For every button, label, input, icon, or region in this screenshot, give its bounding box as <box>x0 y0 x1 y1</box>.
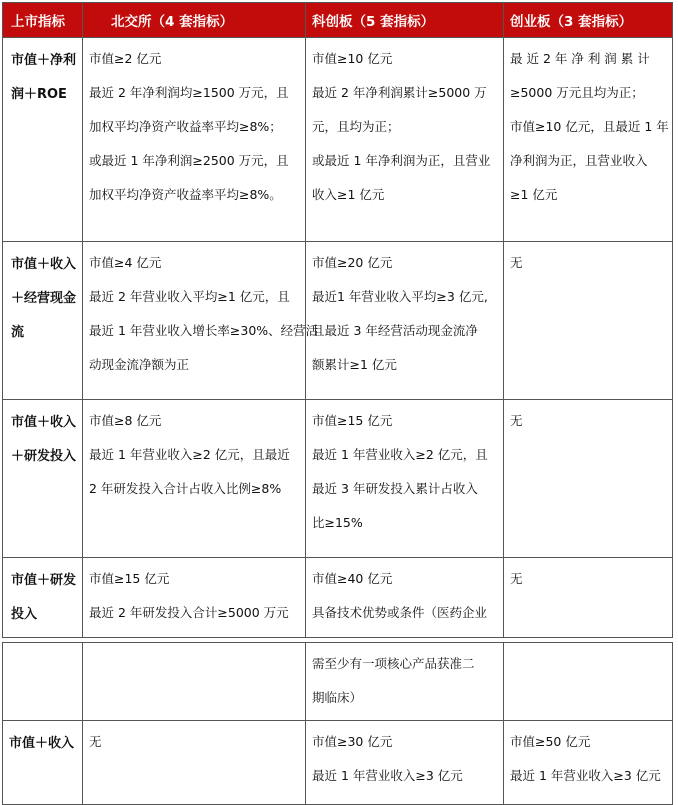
row-label: 市值＋研发 投入 <box>3 558 83 638</box>
gem-cell: 最 近 2 年 净 利 润 累 计 ≥5000 万元且均为正； 市值≥10 亿元，且最近 1 年 净利润为正，且营业收入 ≥1 亿元 <box>504 38 673 242</box>
bse-cell: 市值≥15 亿元 最近 2 年研发投入合计≥5000 万元 <box>83 558 306 638</box>
table-row <box>3 721 673 805</box>
bse-cell: 市值≥4 亿元 最近 2 年营业收入平均≥1 亿元，且 最近 1 年营业收入增长率≥30%、经营活 动现金流净额为正 <box>83 242 306 400</box>
header-gem: 创业板（3 套指标） <box>504 3 673 38</box>
header-star-market: 科创板（5 套指标） <box>306 3 504 38</box>
table-header-row <box>3 3 673 38</box>
bse-cell <box>83 643 306 721</box>
table-row <box>3 558 673 638</box>
row-label: 市值＋净利 润＋ROE <box>3 38 83 242</box>
table-row <box>3 400 673 558</box>
table-row <box>3 38 673 242</box>
row-label: 市值＋收入 <box>3 721 83 805</box>
listing-criteria-table-continued <box>2 642 673 805</box>
gem-cell: 无 <box>504 242 673 400</box>
row-label: 市值＋收入 ＋研发投入 <box>3 400 83 558</box>
header-bse: 北交所（4 套指标） <box>83 3 306 38</box>
bse-cell: 无 <box>83 721 306 805</box>
gem-cell: 无 <box>504 558 673 638</box>
gem-cell <box>504 643 673 721</box>
star-cell: 市值≥20 亿元 最近1 年营业收入平均≥3 亿元, 且最近 3 年经营活动现金流净 额累计≥1 亿元 <box>306 242 504 400</box>
star-cell: 市值≥15 亿元 最近 1 年营业收入≥2 亿元，且 最近 3 年研发投入累计占收入 比≥15% <box>306 400 504 558</box>
star-cell: 市值≥40 亿元 具备技术优势或条件（医药企业 <box>306 558 504 638</box>
listing-criteria-table <box>2 2 673 638</box>
header-listing-indicator: 上市指标 <box>3 3 83 38</box>
star-cell: 需至少有一项核心产品获准二 期临床） <box>306 643 504 721</box>
row-label: 市值＋收入 ＋经营现金 流 <box>3 242 83 400</box>
star-cell: 市值≥10 亿元 最近 2 年净利润累计≥5000 万 元，且均为正； 或最近 1 年净利润为正，且营业 收入≥1 亿元 <box>306 38 504 242</box>
table-row <box>3 242 673 400</box>
row-label <box>3 643 83 721</box>
bse-cell: 市值≥2 亿元 最近 2 年净利润均≥1500 万元，且 加权平均净资产收益率平均≥8%； 或最近 1 年净利润≥2500 万元，且 加权平均净资产收益率平均≥8%。 <box>83 38 306 242</box>
bse-cell: 市值≥8 亿元 最近 1 年营业收入≥2 亿元，且最近 2 年研发投入合计占收入比例≥8% <box>83 400 306 558</box>
gem-cell: 市值≥50 亿元 最近 1 年营业收入≥3 亿元 <box>504 721 673 805</box>
table-row <box>3 643 673 721</box>
star-cell: 市值≥30 亿元 最近 1 年营业收入≥3 亿元 <box>306 721 504 805</box>
gem-cell: 无 <box>504 400 673 558</box>
